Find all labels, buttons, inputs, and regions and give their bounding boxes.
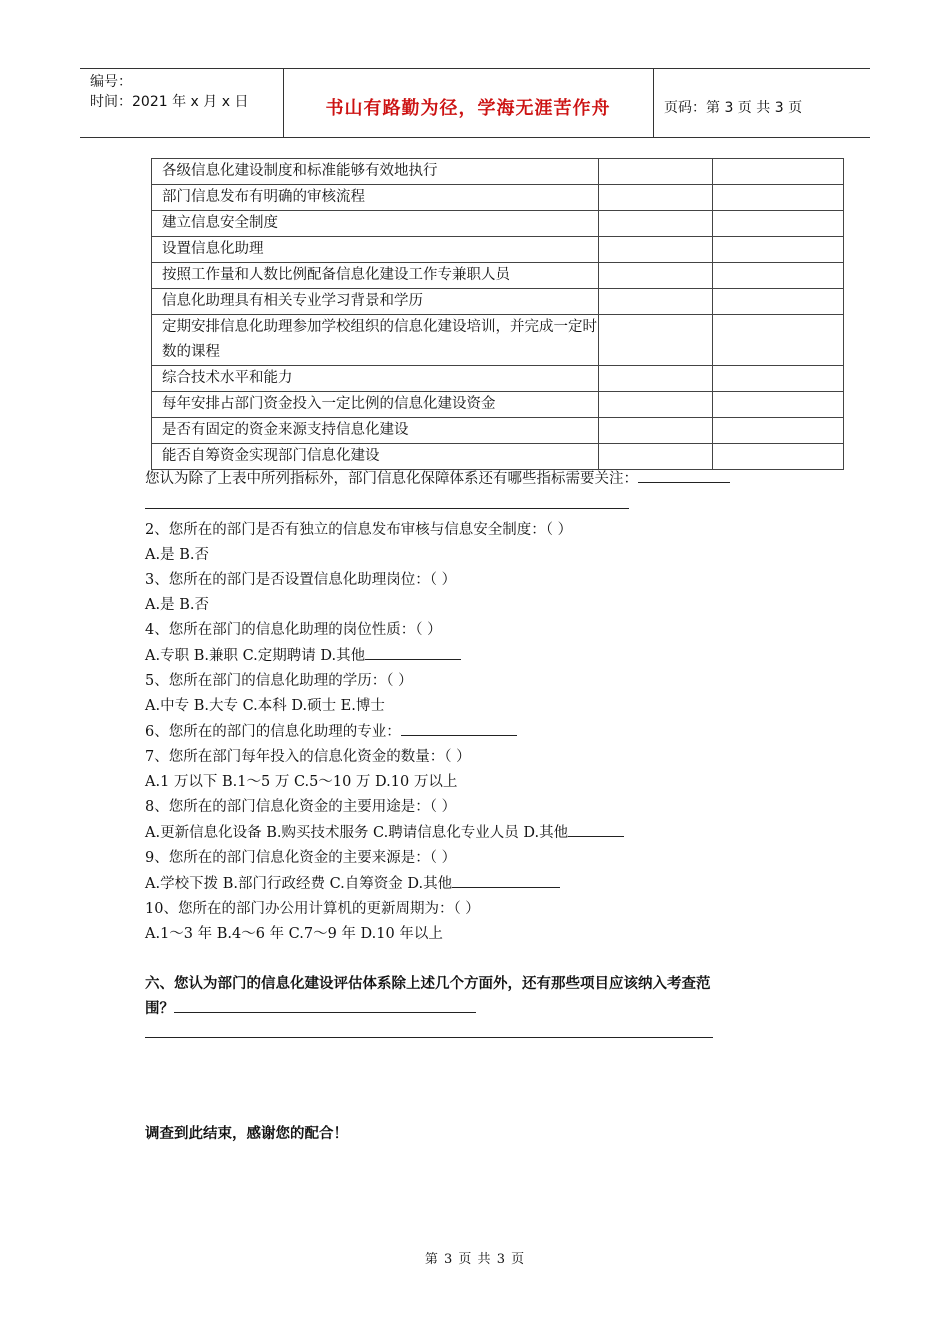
- answer-blank[interactable]: [452, 871, 560, 888]
- answer-blank[interactable]: [568, 820, 624, 837]
- section-6-line2: [145, 996, 845, 1021]
- options-text: A.更新信息化设备 B.购买技术服务 C.聘请信息化专业人员 D.其他: [145, 825, 569, 841]
- page-info: 页码：第 3 页 共 3 页: [664, 100, 803, 116]
- rating-cell[interactable]: [599, 159, 713, 185]
- rating-cell[interactable]: [599, 211, 713, 237]
- spacer: [145, 1047, 845, 1121]
- rating-cell[interactable]: [713, 159, 844, 185]
- question-6-text: 6、您所在的部门的信息化助理的专业：: [145, 724, 401, 740]
- indicator-text: 定期安排信息化助理参加学校组织的信息化建设培训，并完成一定时数的课程: [152, 315, 599, 366]
- followup-question: [145, 466, 845, 492]
- rating-cell[interactable]: [713, 392, 844, 418]
- question-4: 4、您所在部门的信息化助理的岗位性质：（ ）: [145, 622, 442, 638]
- rating-cell[interactable]: [599, 263, 713, 289]
- question-6: [145, 719, 845, 745]
- rating-cell[interactable]: [713, 418, 844, 444]
- answer-blank[interactable]: [145, 1021, 713, 1038]
- motto: 书山有路勤为径，学海无涯苦作舟: [325, 98, 611, 119]
- table-row: [152, 211, 844, 237]
- closing-text: 调查到此结束，感谢您的配合！: [145, 1125, 348, 1142]
- page-footer: 第 3 页 共 3 页: [424, 1252, 526, 1267]
- indicator-text: 各级信息化建设制度和标准能够有效地执行: [152, 159, 599, 185]
- table-row: [152, 315, 844, 366]
- header-meta: [80, 69, 284, 137]
- indicator-text: 每年安排占部门资金投入一定比例的信息化建设资金: [152, 392, 599, 418]
- indicator-table: [151, 158, 844, 470]
- answer-line[interactable]: [145, 1021, 845, 1047]
- rating-cell[interactable]: [599, 418, 713, 444]
- questionnaire-body: [145, 466, 845, 1146]
- answer-blank[interactable]: [365, 643, 461, 660]
- answer-blank[interactable]: [145, 492, 629, 509]
- table-row: [152, 237, 844, 263]
- question-8-options[interactable]: [145, 820, 845, 846]
- table-row: [152, 159, 844, 185]
- indicator-text: 是否有固定的资金来源支持信息化建设: [152, 418, 599, 444]
- table-row: [152, 185, 844, 211]
- header-motto-cell: [283, 69, 654, 137]
- question-3-options[interactable]: A.是 B.否: [145, 597, 209, 613]
- rating-cell[interactable]: [713, 263, 844, 289]
- rating-cell[interactable]: [599, 366, 713, 392]
- indicator-text: 按照工作量和人数比例配备信息化建设工作专兼职人员: [152, 263, 599, 289]
- rating-cell[interactable]: [713, 211, 844, 237]
- question-2: 2、您所在的部门是否有独立的信息发布审核与信息安全制度：（ ）: [145, 522, 573, 538]
- rating-cell[interactable]: [599, 289, 713, 315]
- indicator-text: 综合技术水平和能力: [152, 366, 599, 392]
- page-header: [80, 68, 870, 138]
- question-3: 3、您所在的部门是否设置信息化助理岗位：（ ）: [145, 572, 457, 588]
- rating-cell[interactable]: [599, 315, 713, 366]
- question-7: 7、您所在部门每年投入的信息化资金的数量：（ ）: [145, 749, 471, 765]
- table-row: [152, 263, 844, 289]
- table-row: [152, 366, 844, 392]
- answer-blank[interactable]: [638, 466, 730, 483]
- header-page-cell: [654, 69, 870, 137]
- table-row: [152, 418, 844, 444]
- table-row: [152, 289, 844, 315]
- answer-blank[interactable]: [401, 719, 517, 736]
- rating-cell[interactable]: [713, 237, 844, 263]
- options-text: A.学校下拨 B.部门行政经费 C.自筹资金 D.其他: [145, 876, 453, 892]
- options-text: A.专职 B.兼职 C.定期聘请 D.其他: [145, 648, 366, 664]
- indicator-text: 信息化助理具有相关专业学习背景和学历: [152, 289, 599, 315]
- answer-blank[interactable]: [174, 996, 476, 1013]
- rating-cell[interactable]: [713, 185, 844, 211]
- question-5: 5、您所在部门的信息化助理的学历：（ ）: [145, 673, 413, 689]
- question-7-options[interactable]: A.1 万以下 B.1～5 万 C.5～10 万 D.10 万以上: [145, 774, 458, 790]
- indicator-text: 设置信息化助理: [152, 237, 599, 263]
- spacer: [145, 947, 845, 971]
- rating-cell[interactable]: [599, 392, 713, 418]
- question-2-options[interactable]: A.是 B.否: [145, 547, 209, 563]
- question-8: 8、您所在的部门信息化资金的主要用途是：（ ）: [145, 799, 457, 815]
- question-4-options[interactable]: [145, 643, 845, 669]
- number-label: 编号：: [90, 74, 132, 90]
- question-10: 10、您所在的部门办公用计算机的更新周期为：（ ）: [145, 901, 480, 917]
- time-label: 时间：2021 年 x 月 x 日: [90, 94, 249, 110]
- section-6-text: 围？: [145, 1000, 174, 1017]
- indicator-text: 能否自筹资金实现部门信息化建设: [152, 444, 599, 470]
- followup-text: 您认为除了上表中所列指标外，部门信息化保障体系还有哪些指标需要关注：: [145, 471, 638, 487]
- rating-cell[interactable]: [713, 289, 844, 315]
- question-5-options[interactable]: A.中专 B.大专 C.本科 D.硕士 E.博士: [145, 698, 385, 714]
- question-9-options[interactable]: [145, 871, 845, 897]
- rating-cell[interactable]: [599, 185, 713, 211]
- indicator-text: 建立信息安全制度: [152, 211, 599, 237]
- rating-cell[interactable]: [713, 366, 844, 392]
- question-10-options[interactable]: A.1～3 年 B.4～6 年 C.7～9 年 D.10 年以上: [145, 926, 443, 942]
- rating-cell[interactable]: [713, 315, 844, 366]
- table-row: [152, 392, 844, 418]
- rating-cell[interactable]: [599, 237, 713, 263]
- indicator-text: 部门信息发布有明确的审核流程: [152, 185, 599, 211]
- answer-line[interactable]: [145, 492, 845, 518]
- question-9: 9、您所在的部门信息化资金的主要来源是：（ ）: [145, 850, 457, 866]
- section-6-line1: 六、您认为部门的信息化建设评估体系除上述几个方面外，还有那些项目应该纳入考查范: [145, 975, 711, 992]
